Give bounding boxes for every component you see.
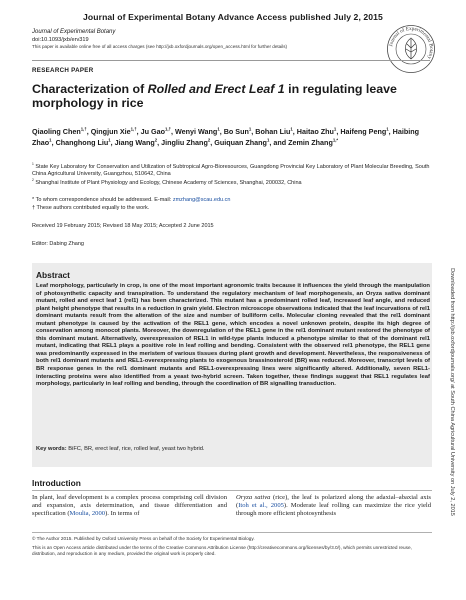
- author-affiliation-marker: 1: [217, 126, 220, 132]
- affiliation-2-text: Shanghai Institute of Plant Physiology and Ecology, Chinese Academy of Sciences, Shanghai, 200032, China: [33, 180, 302, 186]
- author-affiliation-marker: 1: [333, 126, 337, 132]
- abstract-heading: Abstract: [36, 270, 70, 280]
- intro-right-text-a: (rice), the leaf is polarized along the adaxial–abaxial axis (: [236, 494, 431, 510]
- article-title: [32, 82, 432, 111]
- logo-ring-text: Journal of Experimental Botany: [388, 25, 435, 60]
- download-side-note: Downloaded from http://jxb.oxfordjournals.org/ at South China Agricultural University on July 2, 2015: [449, 268, 455, 516]
- author-name: Wenyi Wang: [174, 127, 218, 136]
- author-name: Guiquan Zhang: [214, 137, 267, 147]
- affiliation-2-marker: 2: [32, 178, 34, 183]
- author-name: Haitao Zhu: [296, 127, 334, 136]
- keywords-list: BiFC, BR, erect leaf, rice, rolled leaf, yeast two hybrid.: [68, 446, 205, 452]
- footer-divider: [32, 532, 432, 533]
- affiliation-1-marker: 1: [32, 162, 34, 167]
- introduction-heading: Introduction: [32, 478, 81, 488]
- author-separator: ,: [51, 137, 56, 147]
- author-separator: ,: [157, 137, 162, 147]
- author-affiliation-marker: 1,*: [332, 137, 339, 143]
- keywords: [36, 446, 430, 452]
- author-name: Jingliu Zhang: [161, 137, 208, 147]
- author-separator: ,: [110, 137, 115, 147]
- equal-contribution-note: † These authors contributed equally to the work.: [32, 205, 150, 211]
- author-separator: , and: [269, 137, 289, 147]
- author-affiliation-marker: 1: [266, 137, 270, 143]
- editor-line: Editor: Dabing Zhang: [32, 241, 84, 247]
- author-name: Jiang Wang: [114, 137, 155, 147]
- author-separator: ,: [388, 127, 393, 136]
- correspondence-prefix: * To whom correspondence should be addressed. E-mail:: [32, 197, 173, 203]
- section-label: RESEARCH PAPER: [32, 67, 94, 74]
- correspondence-note: [32, 197, 432, 204]
- author-list: [32, 127, 427, 148]
- author-separator: ,: [292, 127, 297, 136]
- author-name: Qiaoling Chen: [32, 127, 81, 136]
- author-name: Bo Sun: [223, 127, 249, 136]
- abstract-text: Leaf morphology, particularly in crop, is one of the most important agronomic traits because it influences the yield through the manipulation of photosynthetic capacity and transpiration. To understand the regulatory mechanism of leaf morphogenesis, an Oryza sativa dominant mutant, rolled and erect leaf 1 (rel1) has been characterized. This mutant has a predominant rolled leaf, increased leaf angle, and reduced plant height phenotype that results in a reduction in grain yield. Electron microscope observations indicated that the leaf incurvations of rel1 dominant mutants result from the alteration of the size and number of bulliform cells. Molecular cloning revealed that the rel1 dominant mutant phenotype is caused by the activation of the REL1 gene, which encodes a novel unknown protein, despite its high degree of conservation among monocot plants. Moreover, the downregulation of the REL1 gene in the rel1 dominant mutant restored the phenotype of this dominant mutant. Alternatively, overexpression of REL1 in wild-type plants induced a phenotype similar to that of the dominant rel1 mutant, indicating that REL1 plays a positive role in leaf rolling and bending. Consistent with the observed rel1 phenotype, the REL1 gene was predominantly expressed in the meristem of various tissues during plant growth and development. Nevertheless, the responsiveness of both rel1 dominant mutants and REL1-overexpressing plants to exogenous brassinosteroid (BR) was reduced. Moreover, transcript levels of BR response genes in the rel1 dominant mutants and REL1-overexpressing lines were significantly altered. Additionally, seven REL1-interacting proteins were also identified from a yeast two-hybrid screen. Taken together, these findings suggest that REL1 regulates leaf morphology, particularly in leaf rolling and bending, through the coordination of BR signalling transduction.: [36, 283, 430, 388]
- author-separator: ,: [336, 127, 341, 136]
- intro-left-text-b: ). In terms of: [105, 510, 140, 518]
- introduction-right-column: [236, 494, 431, 518]
- author-separator: ,: [86, 127, 91, 136]
- author-name: Zemin Zhang: [288, 137, 333, 147]
- citation-link-itoh[interactable]: Itoh et al., 2005: [238, 502, 284, 510]
- affiliation-1: [32, 164, 432, 178]
- author-name: Haifeng Peng: [340, 127, 387, 136]
- affiliation-2: [32, 180, 432, 187]
- keywords-label: Key words:: [36, 446, 67, 452]
- intro-left-text-a: In plant, leaf development is a complex process comprising cell division and expansion, axis determination, and tissue differentiation and specification (: [32, 494, 227, 518]
- author-name: Qingjun Xie: [90, 127, 131, 136]
- author-affiliation-marker: 1: [386, 126, 389, 132]
- introduction-left-column: [32, 494, 227, 518]
- doi-line[interactable]: doi:10.1093/jxb/erv319: [32, 37, 89, 43]
- leaf-icon: [405, 38, 416, 59]
- author-affiliation-marker: 1,†: [80, 126, 87, 132]
- author-name: Haibing Zhao: [32, 127, 419, 147]
- intro-right-text-b: ). Moderate leaf rolling can maximize the rice yield through more efficient photosynthesis: [236, 502, 431, 518]
- title-part-2: in regulating leave morphology in rice: [32, 82, 397, 111]
- author-affiliation-marker: 1,†: [130, 126, 137, 132]
- author-separator: ,: [251, 127, 256, 136]
- author-name: Bohan Liu: [255, 127, 291, 136]
- license-note: This is an Open Access article distributed under the terms of the Creative Commons Attribution License (http://creativecommons.org/licenses/by/3.0/), which permits unrestricted reuse, distribution, and reproduction in any medium, provided the original work is properly cited.: [32, 545, 412, 557]
- author-name: Changhong Liu: [55, 137, 109, 147]
- received-dates: Received 19 February 2015; Revised 18 May 2015; Accepted 2 June 2015: [32, 223, 214, 229]
- introduction-divider: [32, 490, 432, 491]
- journal-logo: [386, 24, 436, 74]
- author-separator: ,: [219, 127, 224, 136]
- citation-link-moulia[interactable]: Moulia, 2000: [69, 510, 106, 518]
- author-affiliation-marker: 1: [108, 137, 111, 143]
- intro-right-species: Oryza sativa: [236, 494, 271, 501]
- author-affiliation-marker: 1: [248, 126, 252, 132]
- author-separator: ,: [136, 127, 141, 136]
- author-affiliation-marker: 1: [49, 137, 52, 143]
- author-affiliation-marker: 2: [207, 137, 211, 143]
- header-divider: [32, 60, 430, 61]
- affiliation-1-text: State Key Laboratory for Conservation and Utilization of Subtropical Agro-Bioresources, Guangdong Provincial Key Laboratory of Plant Molecular Breeding, South China Agricultural University, Guangzhou, 510642, China: [32, 164, 430, 177]
- journal-banner: Journal of Experimental Botany Advance Access published July 2, 2015: [83, 12, 383, 22]
- author-affiliation-marker: 2: [154, 137, 158, 143]
- author-separator: ,: [210, 137, 215, 147]
- author-affiliation-marker: 1: [290, 126, 293, 132]
- title-gene-name: Rolled and Erect Leaf 1: [147, 82, 285, 96]
- journal-name: Journal of Experimental Botany: [32, 29, 116, 35]
- correspondence-email[interactable]: zmzhang@scau.edu.cn: [172, 197, 231, 203]
- author-separator: ,: [170, 127, 175, 136]
- open-access-note: This paper is available online free of all access charges (see http://jxb.oxfordjournals.org/open_access.html for further details): [32, 44, 288, 49]
- author-affiliation-marker: 1,†: [165, 126, 171, 132]
- title-part-1: Characterization of: [32, 82, 148, 96]
- author-name: Ju Gao: [140, 127, 165, 136]
- copyright-note: © The Author 2015. Published by Oxford University Press on behalf of the Society for Experimental Biology.: [32, 536, 255, 541]
